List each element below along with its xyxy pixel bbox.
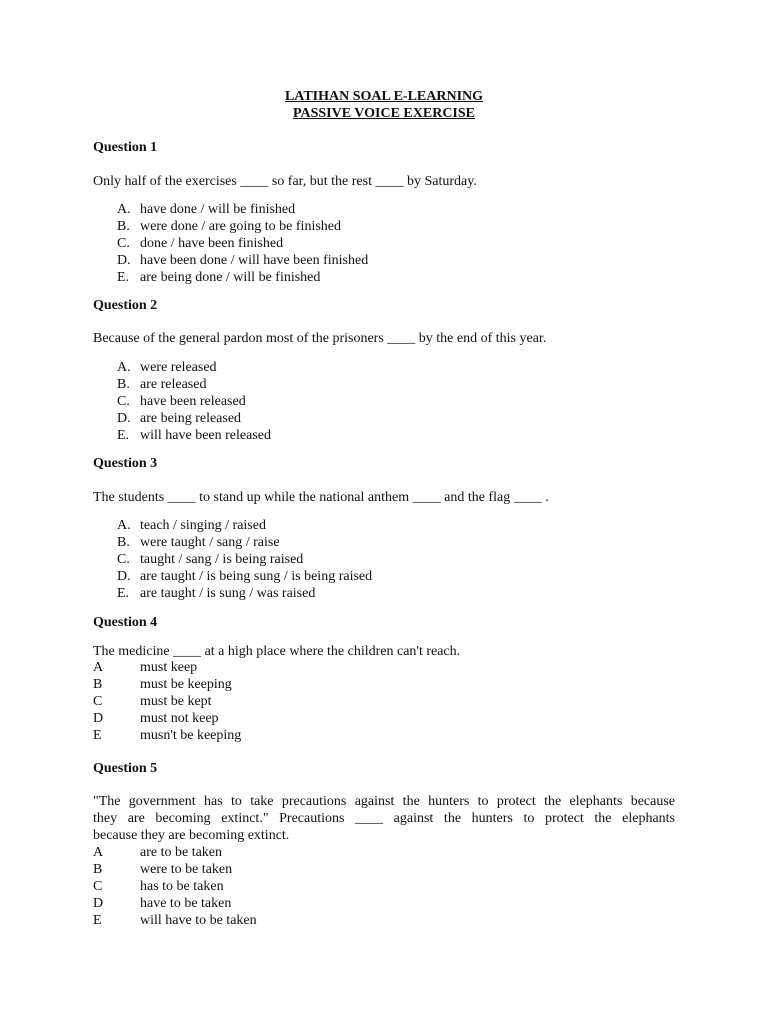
option-letter: B. bbox=[117, 377, 130, 392]
option-text: must be keeping bbox=[140, 677, 232, 692]
option-d bbox=[0, 710, 768, 727]
option-text: done / have been finished bbox=[140, 236, 284, 251]
option-c bbox=[0, 235, 768, 252]
option-text: will have to be taken bbox=[140, 913, 257, 928]
option-letter: C. bbox=[117, 394, 130, 409]
option-c bbox=[0, 393, 768, 410]
question-3-text: The students ____ to stand up while the national anthem ____ and the flag ____ . bbox=[93, 490, 549, 505]
option-d bbox=[0, 568, 768, 585]
option-letter: A bbox=[93, 660, 104, 675]
option-letter: E. bbox=[117, 270, 130, 285]
option-e bbox=[0, 585, 768, 602]
option-text: have done / will be finished bbox=[140, 202, 296, 217]
option-text: were released bbox=[140, 360, 217, 375]
option-e bbox=[0, 727, 768, 744]
question-5-options bbox=[0, 844, 768, 929]
option-letter: E bbox=[93, 913, 102, 928]
option-b bbox=[0, 376, 768, 393]
document-subtitle: PASSIVE VOICE EXERCISE bbox=[292, 106, 476, 121]
option-d bbox=[0, 252, 768, 269]
option-text: teach / singing / raised bbox=[140, 518, 266, 533]
option-text: must be kept bbox=[140, 694, 212, 709]
question-5-text bbox=[93, 793, 675, 844]
option-b bbox=[0, 676, 768, 693]
option-letter: D. bbox=[117, 411, 131, 426]
question-4-text: The medicine ____ at a high place where the children can't reach. bbox=[93, 644, 461, 659]
option-text: must not keep bbox=[140, 711, 219, 726]
option-letter: B bbox=[93, 677, 103, 692]
option-text: musn't be keeping bbox=[140, 728, 242, 743]
option-e bbox=[0, 427, 768, 444]
question-5-text-line-3: because they are becoming extinct. bbox=[93, 828, 290, 843]
option-letter: E. bbox=[117, 586, 130, 601]
question-2-heading: Question 2 bbox=[93, 298, 158, 313]
option-c bbox=[0, 551, 768, 568]
option-d bbox=[0, 895, 768, 912]
option-e bbox=[0, 912, 768, 929]
question-5-heading: Question 5 bbox=[93, 761, 158, 776]
option-letter: A. bbox=[117, 518, 131, 533]
option-text: are taught / is sung / was raised bbox=[140, 586, 316, 601]
option-c bbox=[0, 693, 768, 710]
option-letter: B. bbox=[117, 535, 130, 550]
option-a bbox=[0, 844, 768, 861]
option-letter: E. bbox=[117, 428, 130, 443]
option-text: has to be taken bbox=[140, 879, 224, 894]
option-c bbox=[0, 878, 768, 895]
option-b bbox=[0, 861, 768, 878]
option-d bbox=[0, 410, 768, 427]
question-3-heading: Question 3 bbox=[93, 456, 158, 471]
question-5-text-line-2: they are becoming extinct." Precautions ____ against the hunters to protect the elephants bbox=[93, 811, 675, 826]
question-3-options bbox=[0, 517, 768, 602]
question-5-text-line-1: "The government has to take precautions against the hunters to protect the elephants because bbox=[93, 794, 675, 809]
question-1-heading: Question 1 bbox=[93, 140, 158, 155]
option-letter: A bbox=[93, 845, 104, 860]
option-text: will have been released bbox=[140, 428, 271, 443]
option-letter: E bbox=[93, 728, 102, 743]
option-letter: A. bbox=[117, 360, 131, 375]
option-text: are to be taken bbox=[140, 845, 223, 860]
question-2-text: Because of the general pardon most of the prisoners ____ by the end of this year. bbox=[93, 331, 547, 346]
option-a bbox=[0, 201, 768, 218]
option-text: are being done / will be finished bbox=[140, 270, 321, 285]
option-e bbox=[0, 269, 768, 286]
option-b bbox=[0, 218, 768, 235]
option-letter: D. bbox=[117, 569, 131, 584]
option-letter: A. bbox=[117, 202, 131, 217]
option-text: have to be taken bbox=[140, 896, 232, 911]
option-text: taught / sang / is being raised bbox=[140, 552, 304, 567]
question-2-options bbox=[0, 359, 768, 444]
question-1-text: Only half of the exercises ____ so far, but the rest ____ by Saturday. bbox=[93, 174, 477, 189]
question-4-heading: Question 4 bbox=[93, 615, 158, 630]
option-text: are being released bbox=[140, 411, 242, 426]
option-text: have been released bbox=[140, 394, 246, 409]
option-a bbox=[0, 659, 768, 676]
option-text: have been done / will have been finished bbox=[140, 253, 369, 268]
option-letter: C bbox=[93, 879, 103, 894]
option-a bbox=[0, 359, 768, 376]
option-a bbox=[0, 517, 768, 534]
option-b bbox=[0, 534, 768, 551]
option-text: are released bbox=[140, 377, 207, 392]
question-4-options bbox=[0, 659, 768, 744]
option-letter: D. bbox=[117, 253, 131, 268]
option-letter: B. bbox=[117, 219, 130, 234]
question-1-options bbox=[0, 201, 768, 286]
option-text: were done / are going to be finished bbox=[140, 219, 341, 234]
option-text: must keep bbox=[140, 660, 198, 675]
option-text: were taught / sang / raise bbox=[140, 535, 280, 550]
option-letter: C. bbox=[117, 552, 130, 567]
option-letter: C bbox=[93, 694, 103, 709]
document-title: LATIHAN SOAL E-LEARNING bbox=[284, 89, 484, 104]
option-letter: C. bbox=[117, 236, 130, 251]
option-text: were to be taken bbox=[140, 862, 233, 877]
option-letter: D bbox=[93, 896, 104, 911]
option-text: are taught / is being sung / is being raised bbox=[140, 569, 373, 584]
option-letter: D bbox=[93, 711, 104, 726]
option-letter: B bbox=[93, 862, 103, 877]
